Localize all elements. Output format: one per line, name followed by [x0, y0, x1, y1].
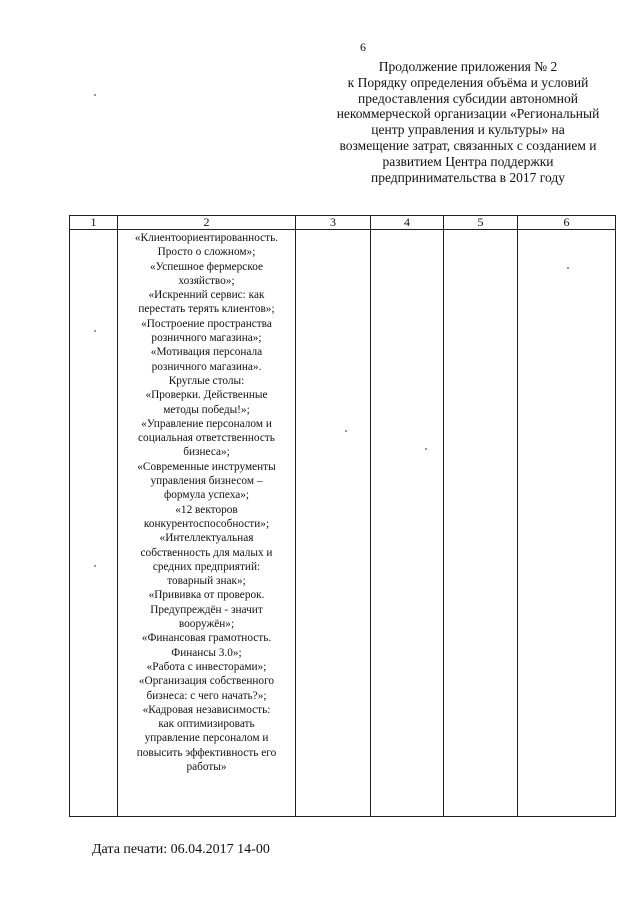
heading-line: предоставления субсидии автономной — [358, 90, 578, 106]
cell-line: «Финансовая грамотность. — [141, 632, 272, 645]
cell-line: управления бизнесом – — [150, 475, 263, 488]
heading-line: центр управления и культуры» на — [371, 122, 565, 138]
column-header: 4 — [371, 216, 444, 230]
heading-line: предпринимательства в 2017 году — [371, 169, 565, 185]
table-cell — [70, 230, 118, 817]
cell-line: розничного магазина». — [151, 360, 262, 373]
cell-line: бизнеса»; — [183, 446, 230, 459]
cell-line: «Современные инструменты — [137, 460, 276, 473]
scan-speck — [94, 330, 96, 332]
cell-line: собственность для малых и — [140, 546, 273, 559]
column-header: 1 — [70, 216, 118, 230]
scan-speck — [567, 267, 569, 269]
cell-line: «Управление персоналом и — [141, 417, 272, 430]
cell-line: «Клиентоориентированность. — [134, 232, 279, 244]
cell-line: вооружён»; — [178, 618, 235, 631]
cell-line: повысить эффективность его — [136, 746, 277, 759]
column-header: 5 — [444, 216, 518, 230]
print-date: Дата печати: 06.04.2017 14-00 — [92, 842, 270, 857]
cell-line: розничного магазина»; — [151, 332, 262, 345]
table-header-row — [70, 216, 616, 230]
cell-line: методы победы!»; — [163, 403, 250, 416]
table-row — [70, 230, 616, 817]
table-cell — [371, 230, 444, 817]
column-header: 3 — [296, 216, 371, 230]
cell-line: «Успешное фермерское — [149, 260, 264, 273]
cell-line: формула успеха»; — [163, 489, 250, 502]
cell-line: хозяйство»; — [178, 274, 235, 287]
scan-speck — [345, 430, 347, 432]
heading-line: некоммерческой организации «Региональный — [336, 106, 600, 122]
cell-line: Круглые столы: — [168, 374, 245, 387]
cell-line: «Построение пространства — [141, 317, 272, 330]
scan-speck — [425, 448, 427, 450]
cell-line: Предупреждён - значит — [150, 603, 263, 616]
scan-speck — [94, 565, 96, 567]
cell-line: «Организация собственного — [138, 675, 275, 688]
cell-line: конкурентоспособности»; — [143, 517, 270, 530]
scan-speck — [94, 94, 96, 96]
cell-line: бизнеса: с чего начать?»; — [146, 689, 267, 702]
cell-line: «12 векторов — [175, 503, 238, 516]
cell-line: Просто о сложном»; — [157, 246, 256, 259]
cell-line: «Кадровая независимость: — [142, 703, 271, 716]
cell-line: как оптимизировать — [158, 718, 255, 731]
cell-line: работы» — [186, 760, 227, 773]
cell-line: «Проверки. Действенные — [145, 389, 268, 402]
table-cell-events — [118, 230, 296, 817]
cell-line: средних предприятий: — [152, 560, 261, 573]
cell-line: управление персоналом и — [144, 732, 269, 745]
cell-line: Финансы 3.0»; — [171, 646, 242, 659]
cell-line: перестать терять клиентов»; — [138, 303, 275, 316]
cell-line: «Интеллектуальная — [159, 532, 254, 545]
cell-line: «Мотивация персонала — [150, 346, 263, 359]
heading-line: Продолжение приложения № 2 — [378, 59, 558, 74]
cell-line: «Искренний сервис: как — [148, 289, 265, 302]
column-header: 2 — [118, 216, 296, 230]
heading-line: к Порядку определения объёма и условий — [347, 74, 589, 90]
cell-line: социальная ответственность — [138, 432, 275, 445]
column-header: 6 — [518, 216, 616, 230]
program-table — [69, 215, 616, 817]
heading-line: развитием Центра поддержки — [382, 153, 554, 169]
page-number: 6 — [360, 40, 366, 54]
cell-line: «Работа с инвесторами»; — [146, 660, 267, 673]
heading-line: возмещение затрат, связанных с созданием и — [339, 137, 597, 153]
appendix-heading — [318, 59, 618, 185]
table-cell — [518, 230, 616, 817]
cell-line: «Прививка от проверок. — [148, 589, 265, 602]
cell-line: товарный знак»; — [167, 575, 246, 588]
table-cell — [296, 230, 371, 817]
table-cell — [444, 230, 518, 817]
